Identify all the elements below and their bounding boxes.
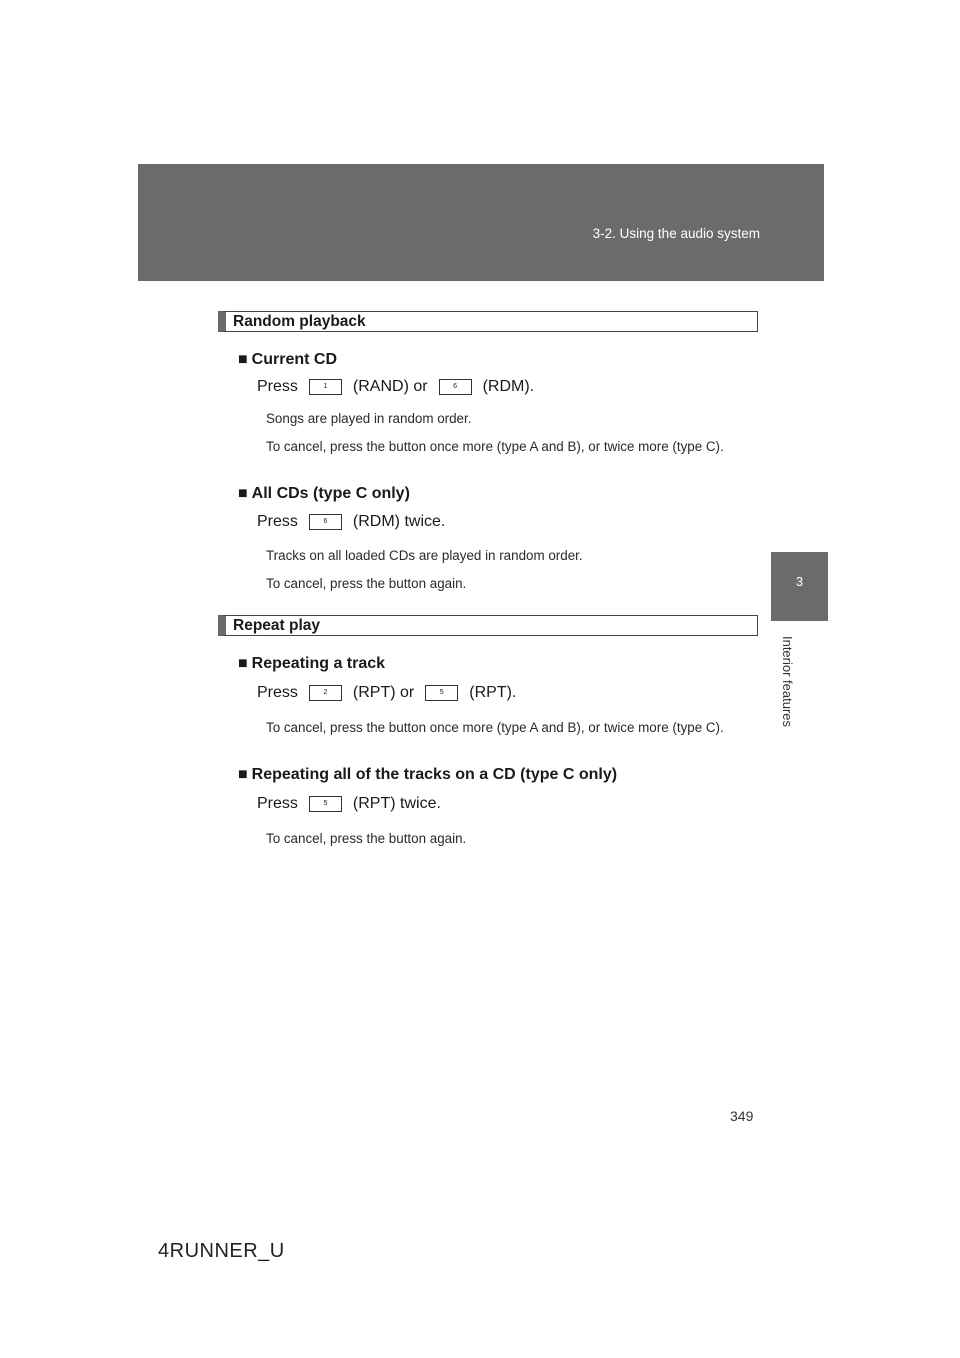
preset-button-6: 6 — [439, 379, 472, 395]
item-title-current-cd: ■ Current CD — [238, 351, 338, 368]
chapter-tab — [771, 552, 828, 621]
note-cancel-all-cds: To cancel, press the button again. — [266, 576, 467, 591]
press-line-all-cds: Press 6 (RDM) twice. — [257, 513, 446, 530]
breadcrumb: 3-2. Using the audio system — [592, 226, 760, 241]
section-heading-repeat: Repeat play — [218, 615, 758, 636]
note-cancel-current-cd: To cancel, press the button once more (type A and B), or twice more (type C). — [266, 439, 724, 454]
item-title-repeat-all: ■ Repeating all of the tracks on a CD (type C only) — [238, 766, 618, 783]
press-line-repeat-track: Press 2 (RPT) or 5 (RPT). — [257, 684, 517, 701]
preset-button-1: 1 — [309, 379, 342, 395]
chapter-number: 3 — [795, 574, 804, 589]
page-number: 349 — [730, 1108, 754, 1124]
model-code: 4RUNNER_U — [158, 1240, 285, 1262]
preset-button-5: 5 — [425, 685, 458, 701]
bullet-square-icon: ■ — [238, 766, 248, 783]
bullet-square-icon: ■ — [238, 485, 248, 502]
press-line-repeat-all: Press 5 (RPT) twice. — [257, 795, 441, 812]
section-heading-random: Random playback — [218, 311, 758, 332]
preset-button-2: 2 — [309, 685, 342, 701]
bullet-square-icon: ■ — [238, 655, 248, 672]
item-title-repeat-track: ■ Repeating a track — [238, 655, 386, 672]
press-line-current-cd: Press 1 (RAND) or 6 (RDM). — [257, 378, 535, 395]
preset-button-5: 5 — [309, 796, 342, 812]
header-band — [138, 164, 824, 281]
note-all-cds-random: Tracks on all loaded CDs are played in random order. — [266, 548, 583, 563]
preset-button-6: 6 — [309, 514, 342, 530]
note-cancel-repeat-track: To cancel, press the button once more (type A and B), or twice more (type C). — [266, 720, 724, 735]
chapter-label: Interior features — [780, 635, 796, 727]
bullet-square-icon: ■ — [238, 351, 248, 368]
chapter-label-wrap — [771, 621, 805, 741]
note-random-order: Songs are played in random order. — [266, 411, 472, 426]
note-cancel-repeat-all: To cancel, press the button again. — [266, 831, 467, 846]
item-title-all-cds: ■ All CDs (type C only) — [238, 485, 410, 502]
